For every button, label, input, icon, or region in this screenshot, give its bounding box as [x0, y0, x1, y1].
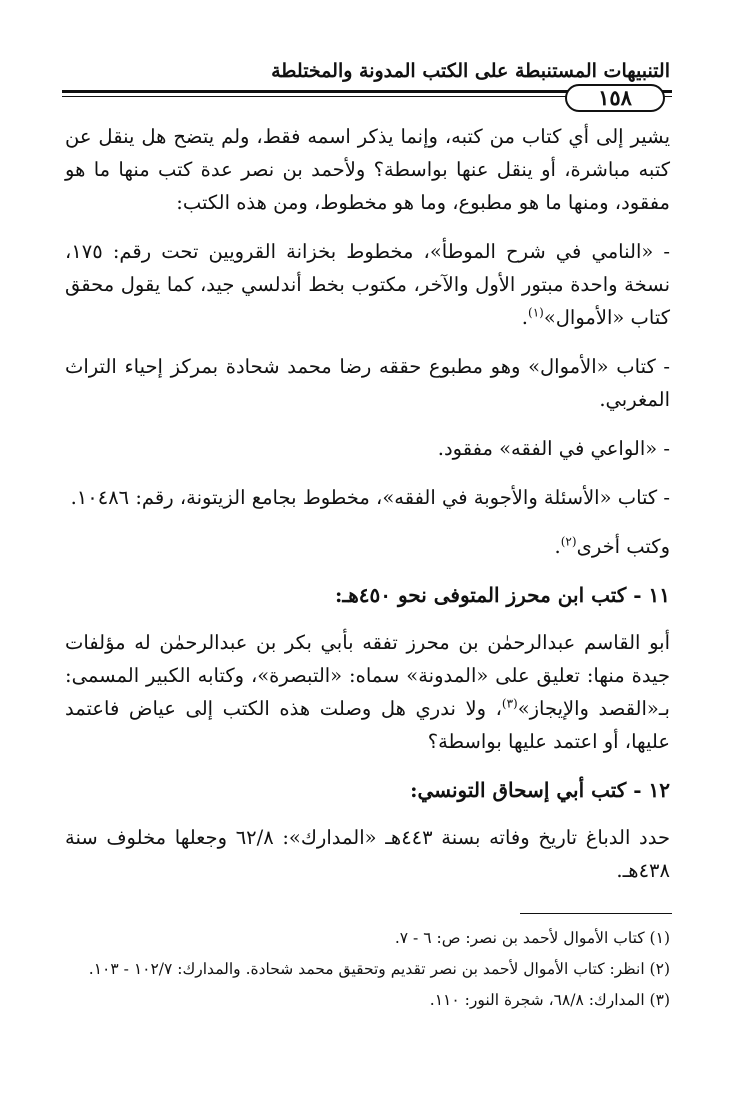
- section-heading-12: ١٢ - كتب أبي إسحاق التونسي:: [410, 778, 670, 802]
- paragraph-nami-text: - «النامي في شرح الموطأ»، مخطوط بخزانة القرويين تحت رقم: ١٧٥، نسخة واحدة مبتور الأول والآخر، مكتوب بخط أندلسي جيد، كما يقول محقق كتاب «الأموال»: [65, 240, 670, 329]
- paragraph-nami-end: .: [521, 306, 528, 329]
- footnote-ref-2: (٢): [560, 534, 577, 549]
- paragraph-other-books: [65, 530, 670, 563]
- footnotes: [65, 925, 670, 1018]
- footnote-ref-1: (١): [528, 305, 544, 320]
- footnote-2: (٢) انظر: كتاب الأموال لأحمد بن نصر تقديم وتحقيق محمد شحادة. والمدارك: ١٠٢/٧ - ١٠٣.: [88, 960, 670, 978]
- paragraph-tunisi: حدد الدباغ تاريخ وفاته بسنة ٤٤٣هـ «المدارك»: ٦٢/٨ وجعلها مخلوف سنة ٤٣٨هـ.: [65, 826, 670, 882]
- paragraph-waei: - «الواعي في الفقه» مفقود.: [437, 437, 670, 460]
- other-books-end: .: [554, 535, 561, 558]
- paragraph-amwal: - كتاب «الأموال» وهو مطبوع حققه رضا محمد شحادة بمركز إحياء التراث المغربي.: [65, 355, 670, 411]
- section-heading-11: ١١ - كتب ابن محرز المتوفى نحو ٤٥٠هـ:: [334, 583, 670, 607]
- ibn-muhriz-end: ، ولا ندري هل وصلت هذه الكتب إلى عياض فاعتمد عليها، أو اعتمد عليها بواسطة؟: [65, 697, 670, 753]
- paragraph-asila: - كتاب «الأسئلة والأجوبة في الفقه»، مخطوط بجامع الزيتونة، رقم: ١٠٤٨٦.: [70, 486, 670, 509]
- ibn-muhriz-text: أبو القاسم عبدالرحمٰن بن محرز تفقه بأبي بكر بن عبدالرحمٰن له مؤلفات جيدة منها: تعليق على «المدونة» سماه: «التبصرة»، وكتابه الكبير المسمى: بـ«القصد والإيجاز»: [65, 631, 670, 720]
- paragraph-nami: [65, 235, 670, 334]
- other-books-text: وكتب أخرى: [576, 535, 670, 558]
- footnote-1: (١) كتاب الأموال لأحمد بن نصر: ص: ٦ - ٧.: [394, 929, 670, 947]
- main-text: [65, 120, 670, 903]
- footnote-separator: [520, 913, 672, 914]
- running-header-title: التنبيهات المستنبطة على الكتب المدونة والمختلطة: [271, 60, 670, 82]
- page-number-badge: ١٥٨: [565, 84, 665, 112]
- paragraph-intro: يشير إلى أي كتاب من كتبه، وإنما يذكر اسمه فقط، ولم يتضح هل ينقل عن كتبه مباشرة، أو ينقل عنها بواسطة؟ ولأحمد بن نصر عدة كتب منها ما هو مفقود، ومنها ما هو مطبوع، وما هو مخطوط، ومن هذه الكتب:: [65, 125, 670, 214]
- paragraph-ibn-muhriz: [65, 626, 670, 758]
- footnote-ref-3: (٣): [501, 696, 518, 711]
- footnote-3: (٣) المدارك: ٦٨/٨، شجرة النور: ١١٠.: [429, 991, 670, 1009]
